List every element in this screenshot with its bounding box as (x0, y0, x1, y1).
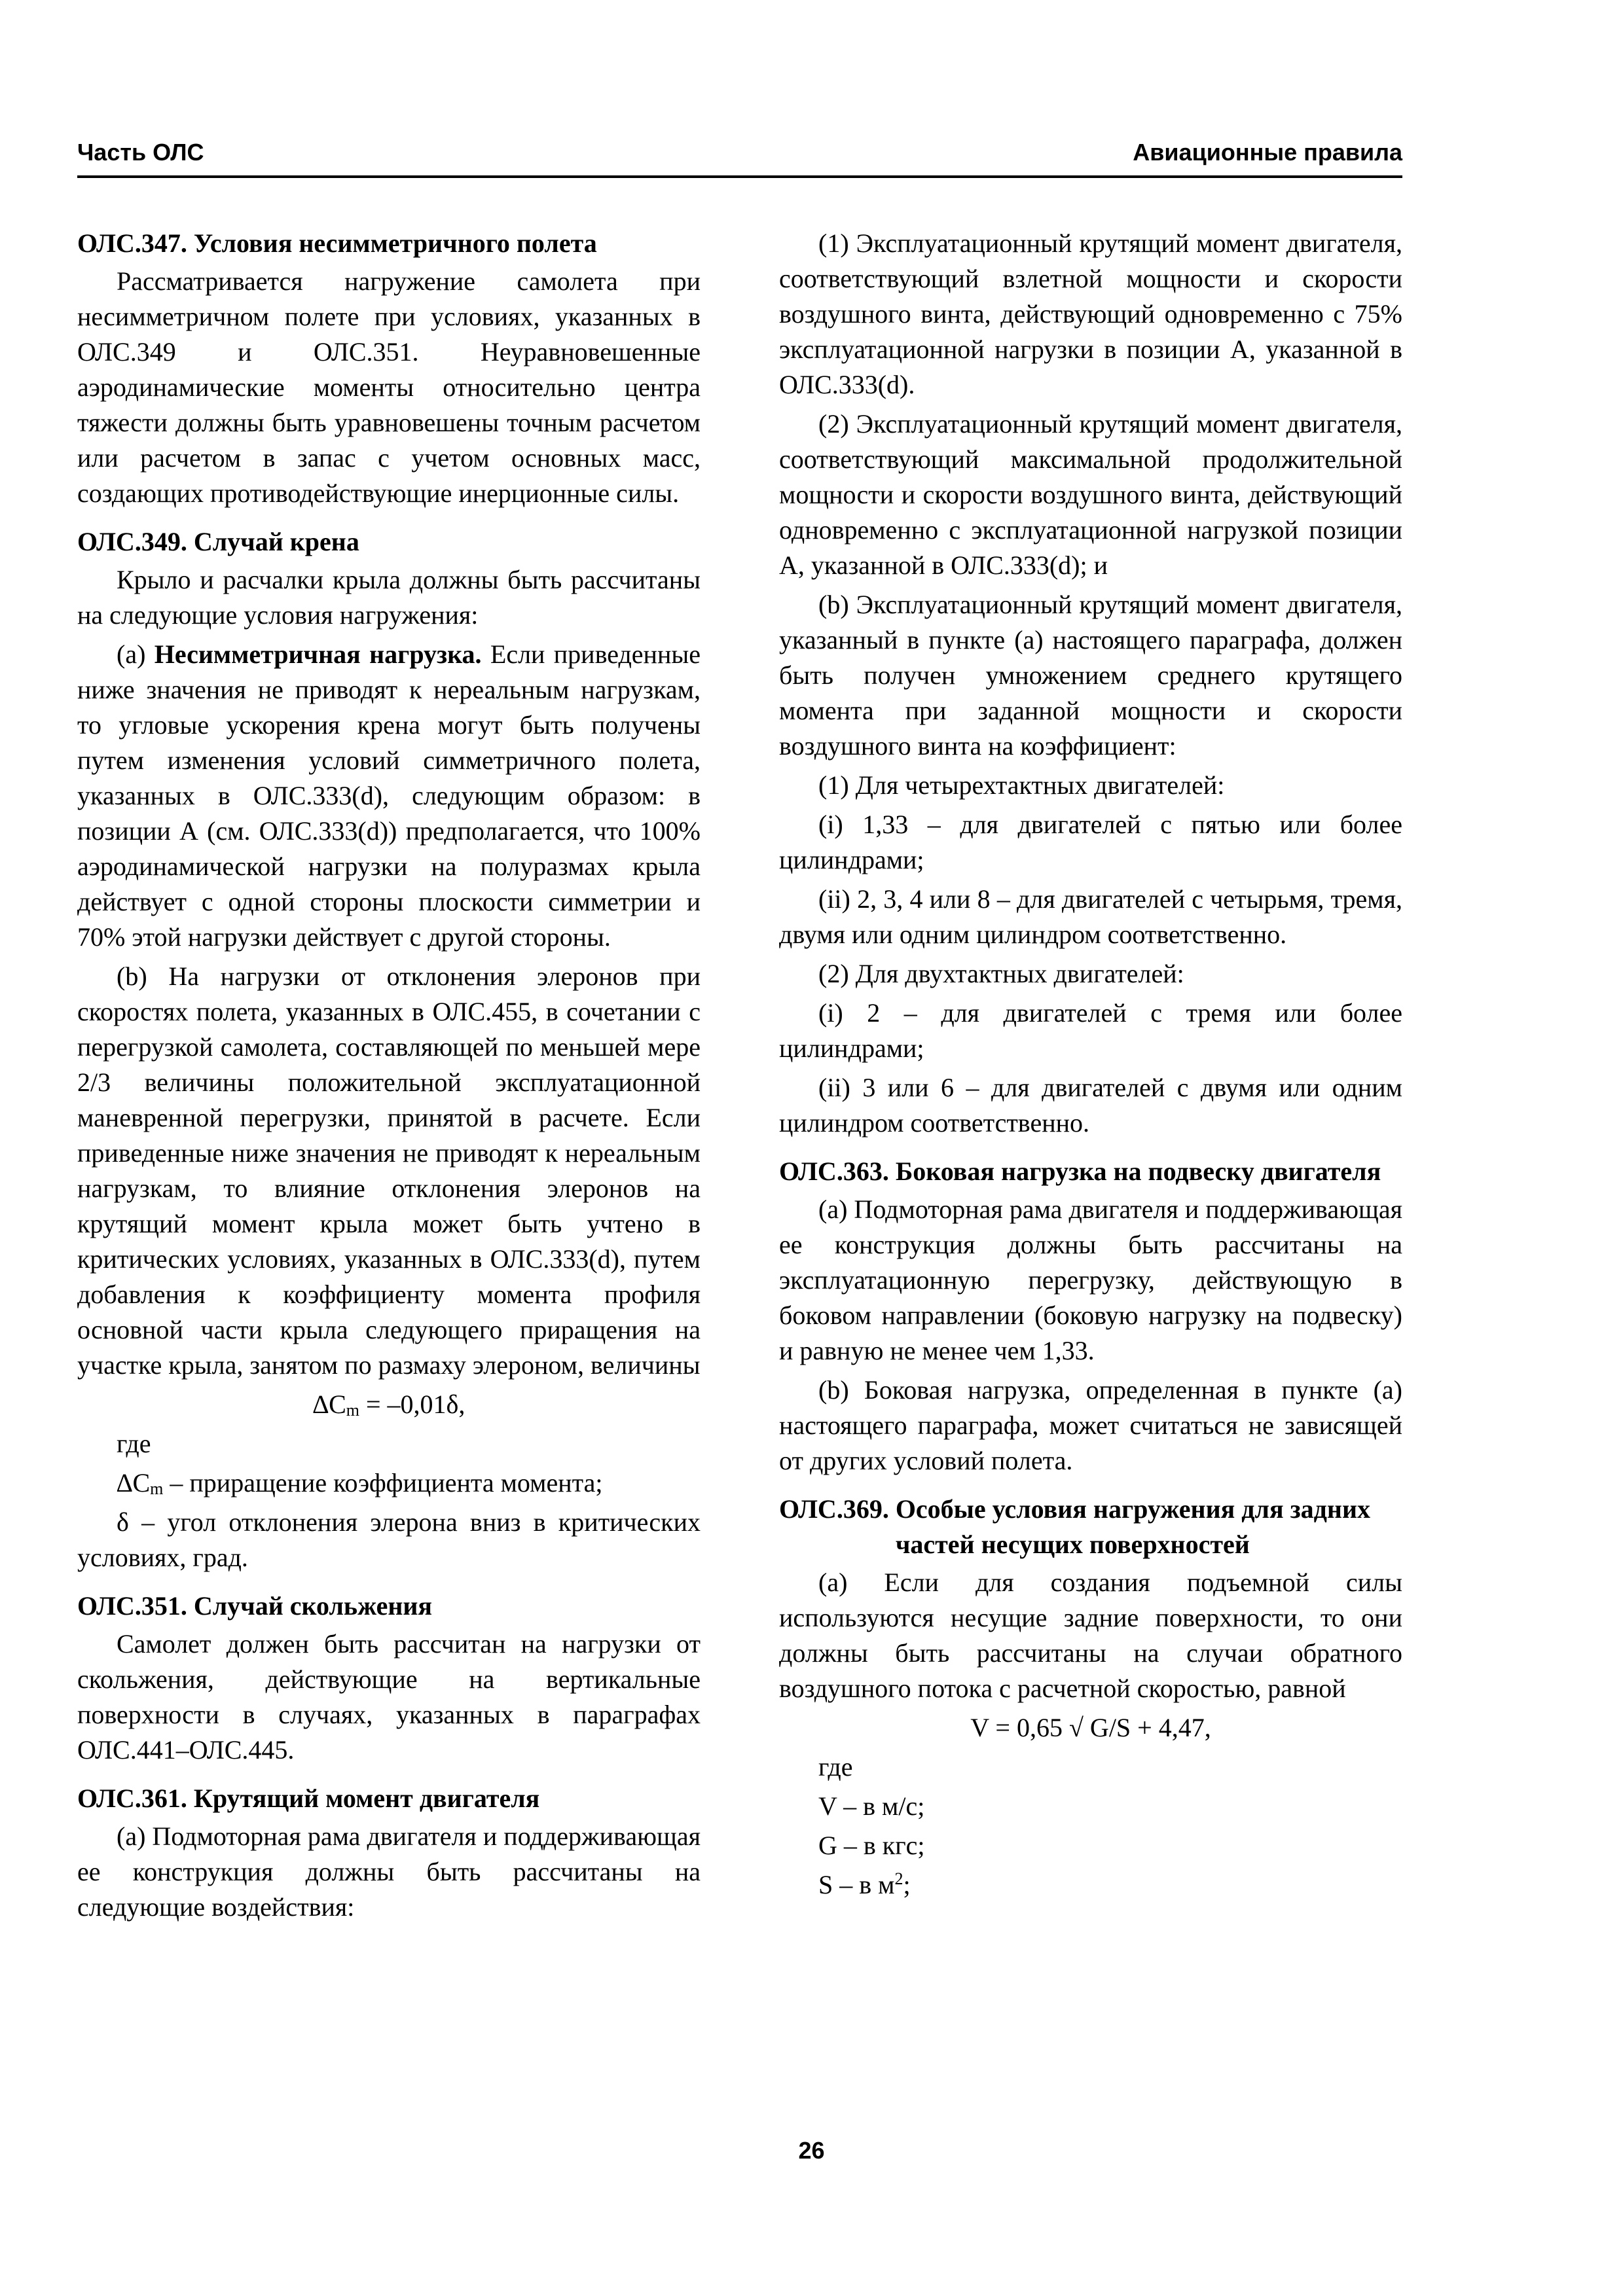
formula-subscript: m (346, 1401, 359, 1420)
definition-delta: δ – угол отклонения элерона вниз в критических условиях, град. (77, 1507, 701, 1572)
section-number: ОЛС.369. (779, 1494, 889, 1524)
paragraph-2-two-stroke: (2) Для двухтактных двигателей: (818, 959, 1184, 988)
section-heading-369 (779, 1492, 1402, 1562)
section-number: ОЛС.349. (77, 527, 187, 556)
formula-symbol: ∆C (312, 1390, 346, 1419)
paragraph-2: (2) Эксплуатационный крутящий момент двигателя, соответствующий максимальной продолжительной мощности и скорости воздушного винта, действующий одновременно с эксплуатационной нагрузкой позиции А, указанной в ОЛС.333(d); и (779, 409, 1402, 580)
paragraph-i: (i) 2 – для двигателей с тремя или более цилиндрами; (779, 998, 1402, 1063)
section-title: Боковая нагрузка на подвеску двигателя (895, 1157, 1381, 1186)
section-title: Случай скольжения (193, 1591, 433, 1621)
section-heading-349 (77, 524, 701, 560)
paragraph-text: Если приведенные ниже значения не приводят к нереальным нагрузкам, то угловые ускорения крена могут быть получены путем изменения условий симметричного полета, указанных в ОЛС.333(d), следующим образом: в позиции А (см. ОЛС.333(d)) предполагается, что 100% аэродинамической нагрузки на полуразмах крыла действует с одной стороны плоскости симметрии и 70% этой нагрузки действует с другой стороны. (77, 639, 701, 952)
section-number: ОЛС.363. (779, 1157, 889, 1186)
paragraph-ii: (ii) 2, 3, 4 или 8 – для двигателей с четырьмя, тремя, двумя или одним цилиндром соответственно. (779, 884, 1402, 949)
paragraph-a: (a) Подмоторная рама двигателя и поддерживающая ее конструкция должны быть рассчитаны на следующие воздействия: (77, 1821, 701, 1922)
formula-delta-cm (77, 1387, 701, 1422)
left-column (77, 226, 701, 1929)
where-label: где (117, 1429, 151, 1458)
definition-end: ; (903, 1870, 911, 1899)
formula-velocity: V = 0,65 √ G/S + 4,47, (970, 1713, 1211, 1742)
definition-text: – приращение коэффициента момента; (163, 1468, 603, 1498)
paragraph-a (77, 637, 701, 955)
page-header (77, 139, 1402, 178)
paragraph-1: (1) Эксплуатационный крутящий момент двигателя, соответствующий взлетной мощности и скорости воздушного винта, действующий одновременно с 75% эксплуатационной нагрузки в позиции А, указанной в ОЛС.333(d). (779, 228, 1402, 399)
section-heading-363 (779, 1154, 1402, 1189)
where-label: где (818, 1752, 853, 1782)
definition-delta-cm (77, 1465, 701, 1501)
item-marker: (a) (117, 639, 155, 669)
paragraph-b: (b) Боковая нагрузка, определенная в пункте (a) настоящего параграфа, может считаться не зависящей от других условий полета. (779, 1375, 1402, 1475)
definition-s (779, 1867, 1402, 1903)
section-number: ОЛС.351. (77, 1591, 187, 1621)
section-heading-347 (77, 226, 701, 261)
paragraph-a: (a) Подмоторная рама двигателя и поддерживающая ее конструкция должны быть рассчитаны на эксплуатационную перегрузку, действующую в боковом направлении (боковую нагрузку на подвеску) и равную не менее чем 1,33. (779, 1194, 1402, 1365)
section-title: Случай крена (193, 527, 359, 556)
section-title: Условия несимметричного полета (193, 228, 597, 258)
section-number: ОЛС.361. (77, 1784, 187, 1813)
page-number: 26 (798, 2137, 825, 2164)
header-part-title: Часть ОЛС (77, 139, 204, 166)
paragraph-ii: (ii) 3 или 6 – для двигателей с двумя или одним цилиндром соответственно. (779, 1073, 1402, 1138)
bold-term: Несимметричная нагрузка. (154, 639, 482, 669)
definition-v: V – в м/с; (818, 1791, 925, 1821)
paragraph: Рассматривается нагружение самолета при несимметричном полете при условиях, указанных в ОЛС.349 и ОЛС.351. Неуравновешенные аэродинамические моменты относительно центра тяжести должны быть уравновешены точным расчетом или расчетом в запас с учетом основных масс, создающих противодействующие инерционные силы. (77, 266, 701, 508)
paragraph-a: (a) Если для создания подъемной силы используются несущие задние поверхности, то они должны быть рассчитаны на случаи обратного воздушного потока с расчетной скоростью, равной (779, 1568, 1402, 1703)
paragraph-i: (i) 1,33 – для двигателей с пятью или более цилиндрами; (779, 810, 1402, 874)
paragraph-b: (b) На нагрузки от отклонения элеронов при скоростях полета, указанных в ОЛС.455, в сочетании с перегрузкой самолета, составляющей по меньшей мере 2/3 величины положительной эксплуатационной маневренной перегрузки, принятой в расчете. Если приведенные ниже значения не приводят к нереальным нагрузкам, то влияние отклонения элеронов на крутящий момент крыла может быть учтено в критических условиях, указанных в ОЛС.333(d), путем добавления к коэффициенту момента профиля основной части крыла следующего приращения на участке крыла, занятом по размаху элероном, величины (77, 961, 701, 1380)
paragraph: Самолет должен быть рассчитан на нагрузки от скольжения, действующие на вертикальные поверхности в случаях, указанных в параграфах ОЛС.441–ОЛС.445. (77, 1629, 701, 1765)
section-heading-351 (77, 1588, 701, 1624)
header-doc-title: Авиационные правила (1133, 139, 1402, 166)
right-column (779, 226, 1402, 1907)
paragraph-b: (b) Эксплуатационный крутящий момент двигателя, указанный в пункте (a) настоящего параграфа, должен быть получен умножением среднего крутящего момента при заданной мощности и скорости воздушного винта на коэффициент: (779, 590, 1402, 761)
section-number: ОЛС.347. (77, 228, 187, 258)
section-title: Особые условия нагружения для задних частей несущих поверхностей (895, 1494, 1371, 1559)
definition-g: G – в кгс; (818, 1831, 925, 1860)
formula-expression: = –0,01δ, (359, 1390, 465, 1419)
paragraph: Крыло и расчалки крыла должны быть рассчитаны на следующие условия нагружения: (77, 565, 701, 630)
paragraph-1-four-stroke: (1) Для четырехтактных двигателей: (818, 770, 1225, 800)
definition-symbol: ∆C (117, 1468, 151, 1498)
section-title: Крутящий момент двигателя (193, 1784, 540, 1813)
definition-subscript: m (150, 1479, 164, 1498)
definition-superscript: 2 (894, 1869, 903, 1888)
section-heading-361 (77, 1781, 701, 1816)
definition-text: S – в м (818, 1870, 895, 1899)
